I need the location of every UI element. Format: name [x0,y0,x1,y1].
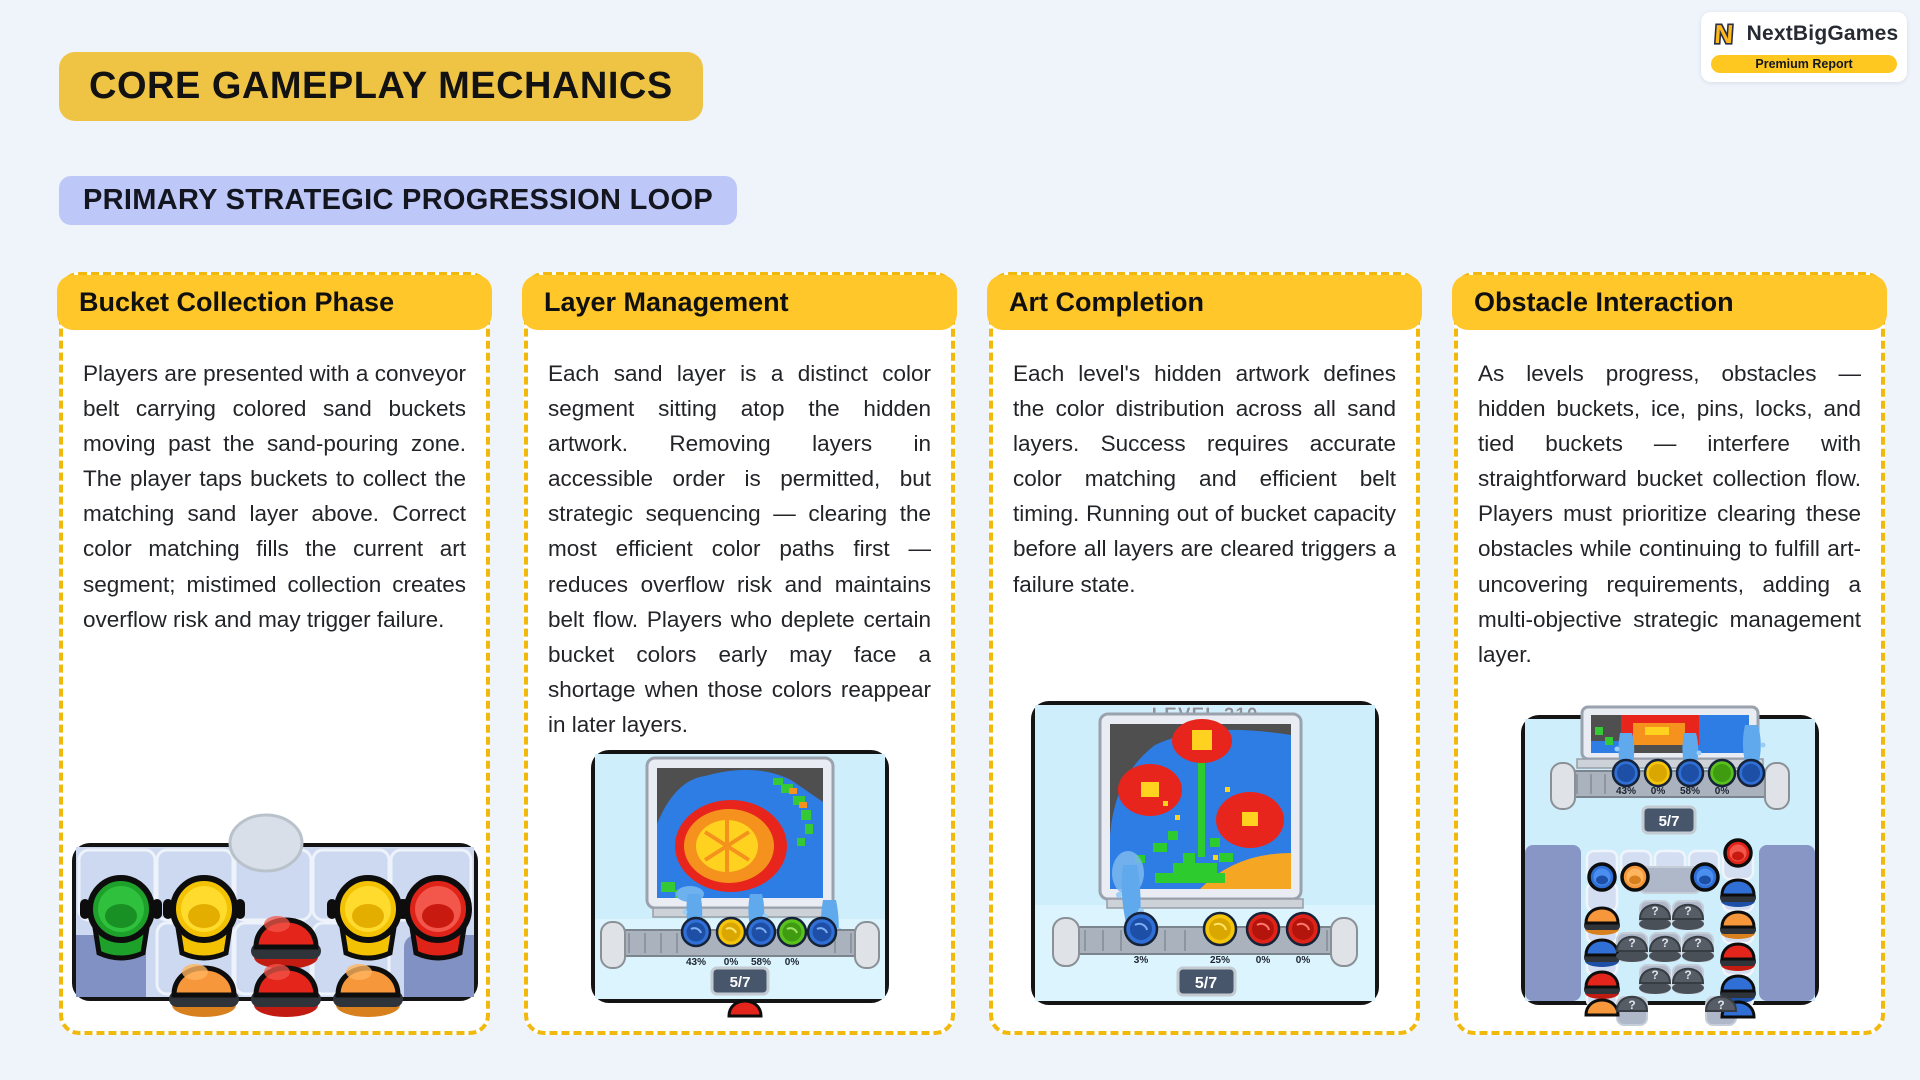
percent-label: 0% [1255,955,1270,966]
counter-text: 5/7 [1658,813,1679,830]
percent-label: 25% [1209,955,1230,966]
blue-bucket [1692,864,1718,890]
card-text: As levels progress, obstacles — hidden buckets, ice, pins, locks, and tied buckets — interfere with straightforward bucket collection flow. Players must prioritize clearing these obstacles while continuing to fulfill art-uncovering requirements, adding a multi-objective strategic management layer. [1478,361,1861,667]
question-mark: ? [1627,998,1636,1012]
hidden-bucket [1649,936,1681,962]
grid-edge-left [1525,845,1581,1001]
card-body [1454,272,1885,1035]
orange-bucket [1622,864,1648,890]
red-dome-bucket [729,1001,761,1016]
question-mark: ? [1660,936,1669,950]
belt-cap-right [855,922,879,968]
percent-label: 3% [1133,955,1148,966]
card-title: Bucket Collection Phase [57,275,492,330]
counter-text: 5/7 [1194,975,1217,992]
canvas-shelf [653,908,827,917]
percent-label: 0% [1295,955,1310,966]
card-art-completion [989,272,1420,1035]
question-mark: ? [1716,998,1725,1012]
red-belt-bucket [1287,913,1319,945]
hidden-bucket [1672,968,1704,994]
page-title: CORE GAMEPLAY MECHANICS [59,52,703,121]
sand-canvas [647,758,833,908]
section-subtitle: PRIMARY STRATEGIC PROGRESSION LOOP [59,176,737,225]
hidden-bucket [1672,904,1704,930]
yellow-belt-bucket [1645,760,1671,786]
percent-label: 0% [784,957,799,968]
question-mark: ? [1683,904,1692,918]
obstacle-graphic [1525,719,1815,1012]
hidden-bucket [1616,936,1648,962]
percent-label: 58% [750,957,771,968]
question-mark: ? [1693,936,1702,950]
red-dome-bucket [1720,944,1756,971]
percent-label: 0% [1650,786,1665,797]
orange-dome-bucket [1720,912,1756,939]
belt-buckets [1613,760,1764,786]
blue-belt-bucket [1613,760,1639,786]
premium-report-badge: Premium Report [1711,55,1897,73]
belt-cap-right [1331,918,1357,966]
card-title: Obstacle Interaction [1452,275,1887,330]
green-belt-bucket [1709,760,1735,786]
art-canvas-image [1031,701,1379,1005]
orange-dome-bucket [1586,1000,1618,1015]
belt-buckets [1125,913,1319,945]
yellow-belt-bucket [717,918,745,946]
bucket-conveyor-image [72,843,478,1001]
card-bucket-collection [59,272,490,1035]
red-bucket [1725,840,1751,866]
percent-label: 0% [1714,786,1729,797]
svg-text:N: N [1713,19,1734,49]
brand-logo [1701,12,1907,82]
orange-dome-bucket [1584,908,1620,935]
question-mark: ? [1627,936,1636,950]
question-mark: ? [1650,968,1659,982]
belt-cap-right [1765,763,1789,809]
belt-cap-left [1053,918,1079,966]
hidden-bucket [1639,968,1671,994]
card-layer-management [524,272,955,1035]
blue-belt-bucket [1738,760,1764,786]
blue-belt-bucket [1677,760,1703,786]
blue-belt-bucket [1125,913,1157,945]
percent-label: 58% [1679,786,1700,797]
sand-canvas [1582,707,1758,759]
card-text: Players are presented with a conveyor belt carrying colored sand buckets moving past the sand-pouring zone. The player taps buckets to collect the matching sand layer above. Correct color matching fills the current art segment; mistimed collection creates overflow risk and may trigger failure. [83,361,466,632]
brand-name: NextBigGames [1746,22,1899,45]
red-belt-bucket [1247,913,1279,945]
card-title: Layer Management [522,275,957,330]
red-dome-bucket [1584,972,1620,999]
blue-dome-bucket [1584,940,1620,967]
hidden-bucket [1639,904,1671,930]
art-completion-graphic [1035,705,1375,1001]
belt-buckets [682,918,836,946]
blue-belt-bucket [682,918,710,946]
blue-belt-bucket [747,918,775,946]
green-belt-bucket [778,918,806,946]
card-body [524,272,955,1035]
question-mark: ? [1683,968,1692,982]
card-body [989,272,1420,1035]
blue-dome-bucket [1720,880,1756,907]
percent-label: 43% [1615,786,1636,797]
counter-badge [1178,968,1235,995]
belt-cap-left [1551,763,1575,809]
mechanics-card-row [59,272,1885,1035]
card-text: Each level's hidden artwork defines the color distribution across all sand layers. Success requires accurate color matching and efficient belt timing. Running out of bucket capacity before all layers are cleared triggers a failure state. [1013,361,1396,597]
brand-n-icon [1710,19,1740,49]
card-obstacle-interaction [1454,272,1885,1035]
obstacle-grid-image [1521,715,1819,1012]
brand-logo-row [1711,19,1897,49]
blue-bucket [1589,864,1615,890]
hidden-bucket [1682,936,1714,962]
bucket-grid-graphic [76,847,474,997]
belt-cap-left [601,922,625,968]
card-body [59,272,490,1035]
blue-belt-bucket [808,918,836,946]
sand-canvas-image [591,750,889,1003]
counter-text: 5/7 [729,974,750,991]
white-dome-bucket [230,815,302,871]
percent-label: 0% [723,957,738,968]
question-mark: ? [1650,904,1659,918]
layer-canvas-graphic [595,754,885,999]
card-text: Each sand layer is a distinct color segment sitting atop the hidden artwork. Removing layers in accessible order is permitted, but strategic sequencing — clearing the most efficient color paths first — reduces overflow risk and maintains belt flow. Players who deplete certain bucket colors early may face a shortage when those colors reappear in later layers. [548,361,931,737]
percent-label: 43% [685,957,706,968]
grid-edge-right [1759,845,1815,1001]
card-title: Art Completion [987,275,1422,330]
yellow-belt-bucket [1204,913,1236,945]
counter-badge [1643,807,1695,833]
counter-badge [712,968,768,994]
